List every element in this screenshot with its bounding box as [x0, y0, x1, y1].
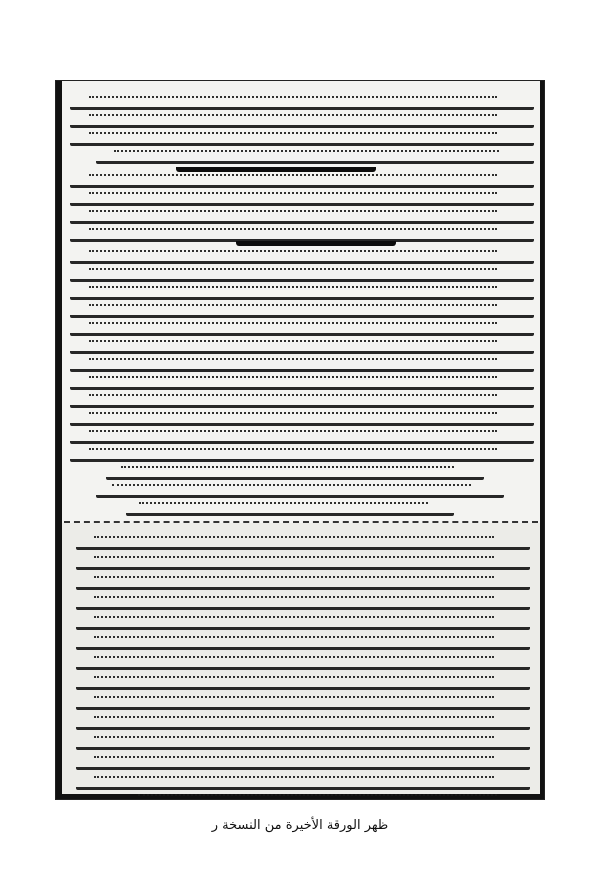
handwritten-line: [70, 427, 534, 444]
figure-caption: ظهر الورقة الأخيرة من النسخة ر: [211, 818, 389, 833]
handwritten-line: [70, 319, 534, 336]
handwritten-line: [70, 283, 534, 300]
handwritten-line: [70, 171, 534, 188]
scan-edge-right: [540, 81, 544, 799]
handwritten-heading: [236, 223, 396, 246]
handwritten-heading: [176, 149, 376, 172]
handwritten-line: [70, 391, 534, 408]
handwritten-line: [70, 409, 534, 426]
handwritten-line: [70, 207, 534, 224]
handwritten-line: [126, 499, 454, 516]
handwritten-line: [76, 613, 530, 630]
handwritten-line: [70, 129, 534, 146]
handwritten-line: [76, 693, 530, 710]
handwritten-line: [76, 713, 530, 730]
handwritten-line: [70, 93, 534, 110]
handwritten-line: [76, 653, 530, 670]
handwritten-line: [70, 373, 534, 390]
handwritten-line: [70, 247, 534, 264]
handwritten-line: [70, 189, 534, 206]
handwritten-line: [70, 445, 534, 462]
manuscript-image: [55, 80, 545, 800]
lower-text-block: [62, 523, 540, 794]
handwritten-line: [70, 355, 534, 372]
handwritten-line: [122, 791, 530, 800]
handwritten-line: [76, 553, 530, 570]
handwritten-line: [70, 301, 534, 318]
handwritten-line: [76, 733, 530, 750]
handwritten-line: [76, 533, 530, 550]
handwritten-line: [76, 753, 530, 770]
handwritten-line: [76, 673, 530, 690]
handwritten-line: [76, 593, 530, 610]
handwritten-line: [96, 481, 504, 498]
handwritten-line: [76, 633, 530, 650]
handwritten-line: [76, 773, 530, 790]
handwritten-line: [70, 111, 534, 128]
handwritten-line: [70, 265, 534, 282]
handwritten-line: [70, 337, 534, 354]
handwritten-line: [76, 573, 530, 590]
handwritten-line: [106, 463, 484, 480]
